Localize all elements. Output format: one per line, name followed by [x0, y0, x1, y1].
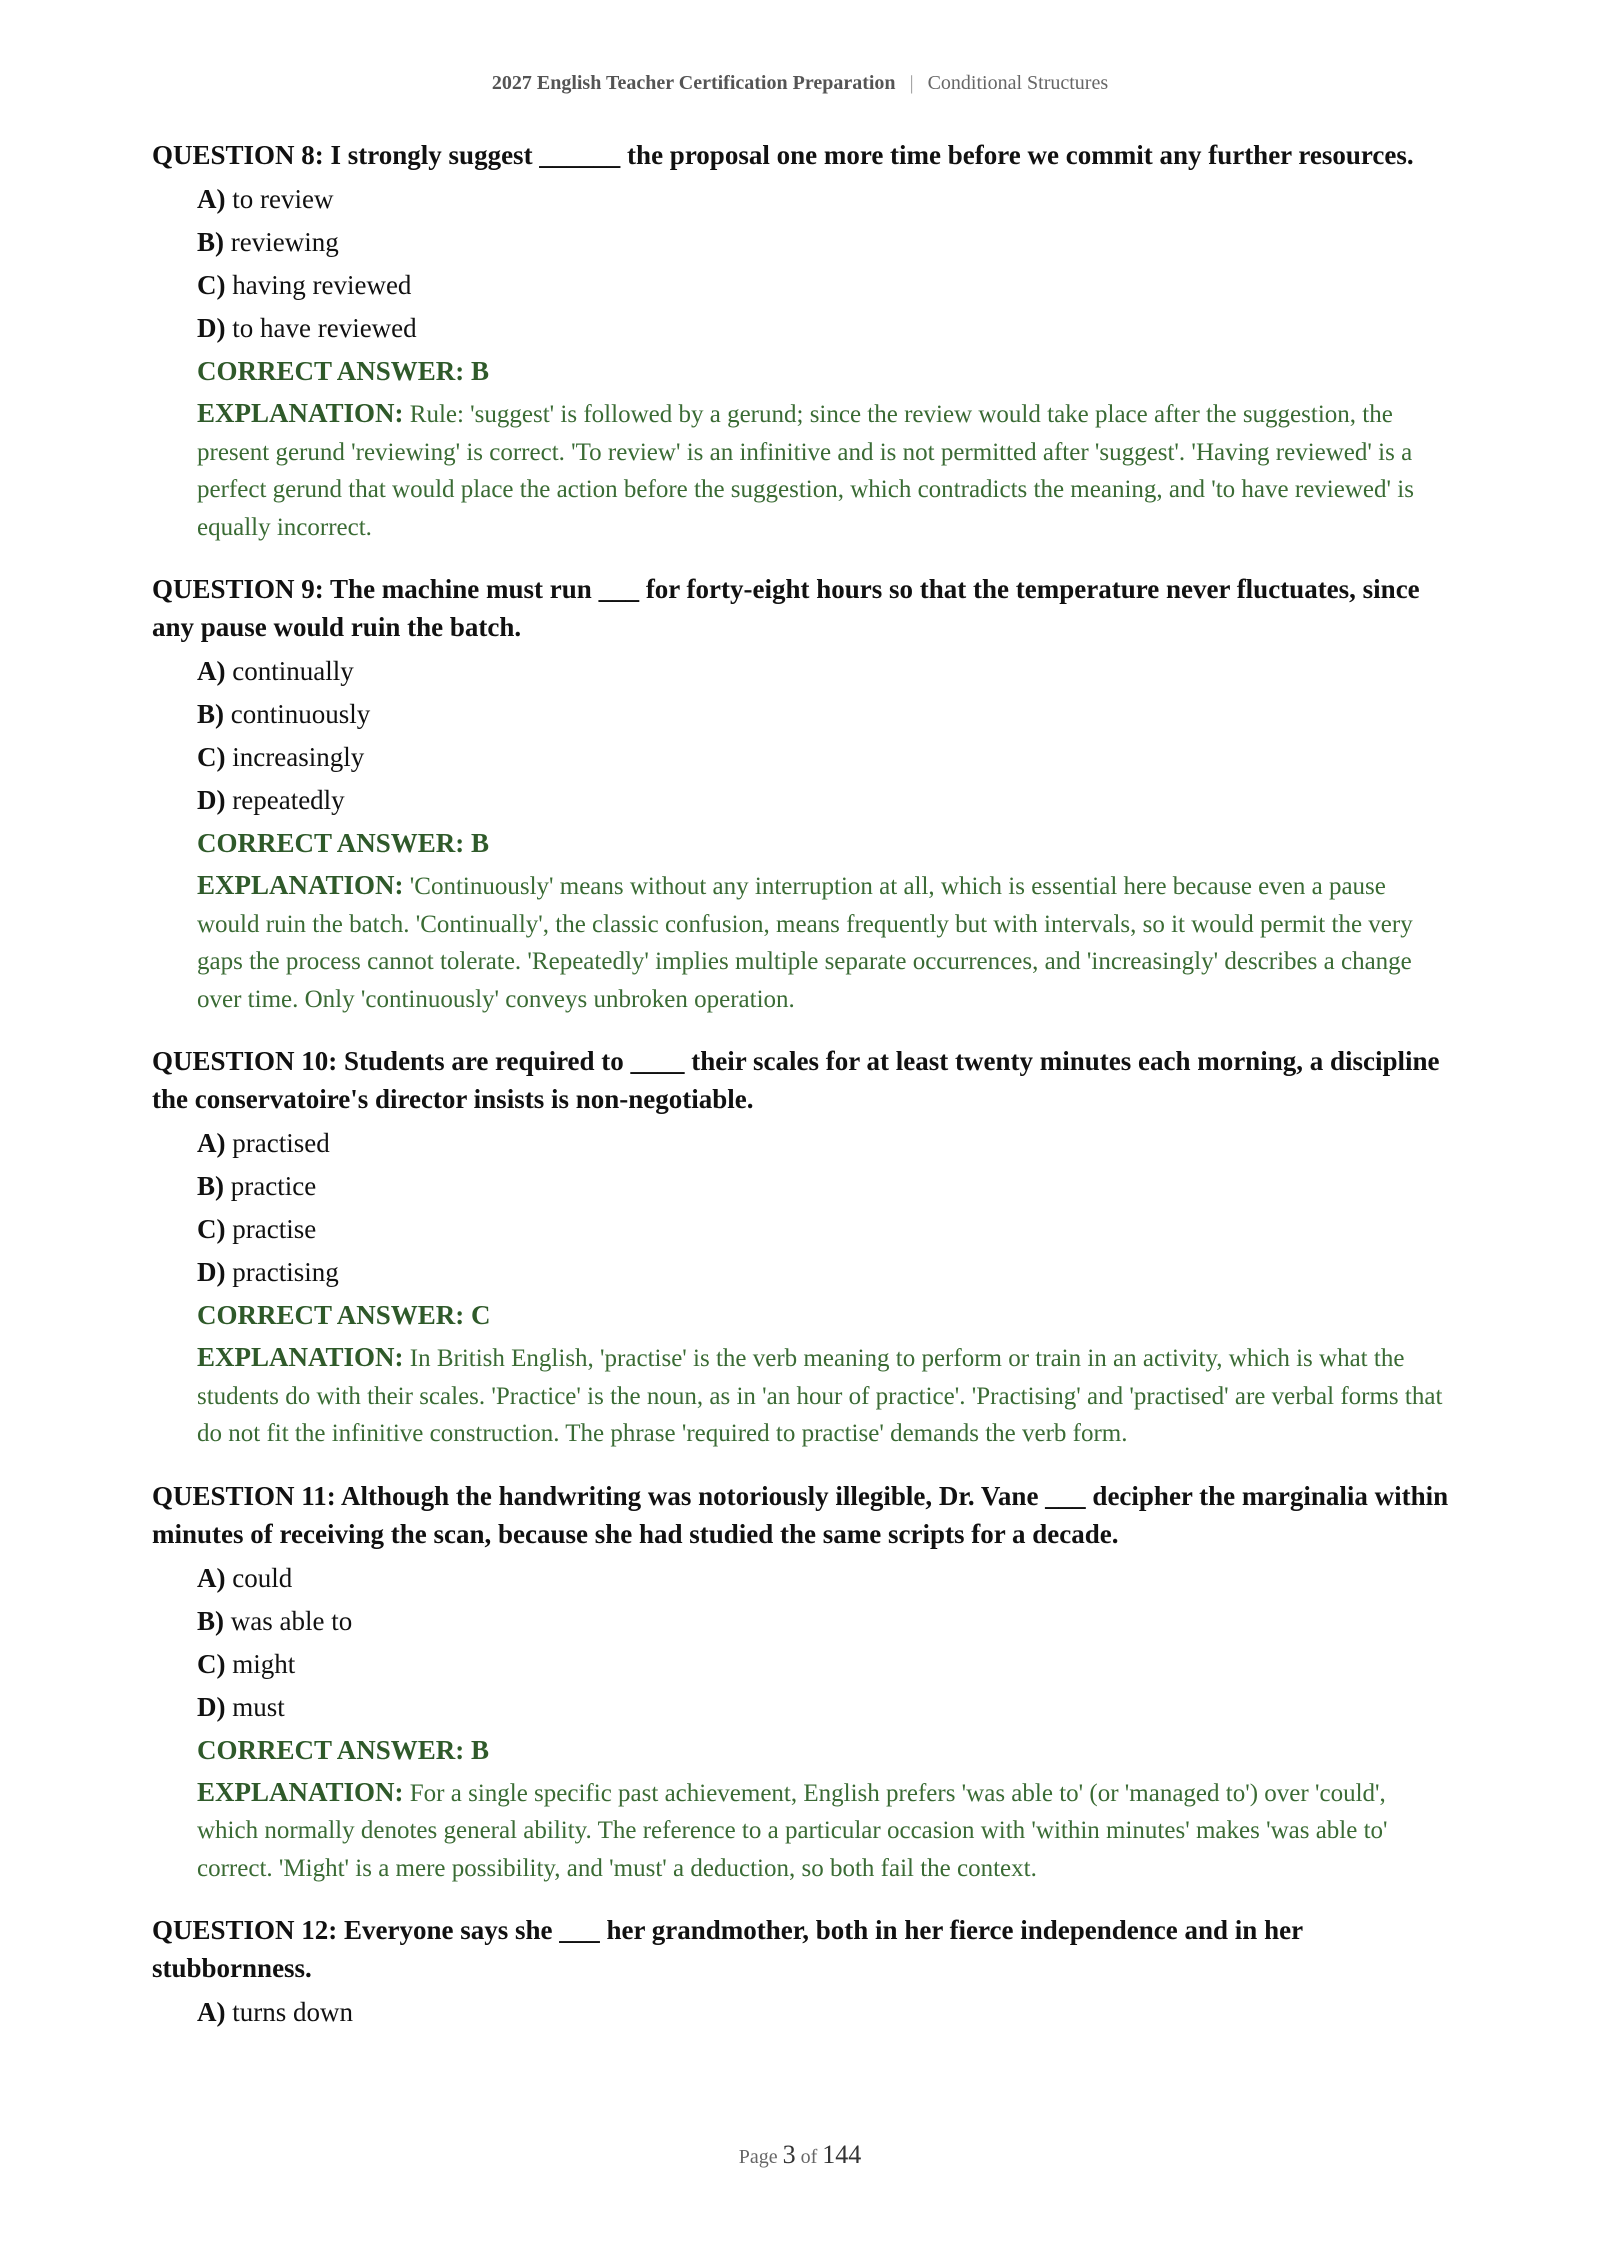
option-letter: C) — [197, 1214, 226, 1244]
question-stem: QUESTION 9: The machine must run ___ for forty-eight hours so that the temperature never fluctuates, since any pause would ruin the batch. — [152, 574, 1420, 642]
option-a — [197, 1993, 1452, 2031]
answer-options — [197, 1559, 1452, 1726]
option-a — [197, 180, 1452, 218]
page-header — [0, 72, 1600, 95]
question-8 — [152, 136, 1452, 546]
question-stem: QUESTION 10: Students are required to ____ their scales for at least twenty minutes each morning, a discipline the conservatoire's director insists is non-negotiable. — [152, 1046, 1440, 1114]
explanation-label: EXPLANATION: — [197, 1342, 404, 1372]
question-11 — [152, 1477, 1452, 1888]
explanation-text: 'Continuously' means without any interruption at all, which is essential here because even a pause would ruin the batch. 'Continually', the classic confusion, means frequently but with intervals, so it would permit the very gaps the process cannot tolerate. 'Repeatedly' implies multiple separate occurrences, and 'increasingly' describes a change over time. Only 'continuously' conveys unbroken operation. — [197, 873, 1413, 1013]
explanation — [197, 1339, 1452, 1453]
explanation-text: Rule: 'suggest' is followed by a gerund; since the review would take place after the suggestion, the present gerund 'reviewing' is correct. 'To review' is an infinitive and is not permitted after 'suggest'. 'Having reviewed' is a perfect gerund that would place the action before the suggestion, which contradicts the meaning, and 'to have reviewed' is equally incorrect. — [197, 401, 1414, 541]
explanation-label: EXPLANATION: — [197, 398, 404, 428]
option-letter: A) — [197, 656, 226, 686]
option-text: practice — [230, 1171, 317, 1201]
option-b — [197, 1167, 1452, 1205]
option-text: could — [232, 1562, 293, 1593]
correct-answer: CORRECT ANSWER: C — [197, 1300, 491, 1330]
option-letter: B) — [197, 1171, 224, 1201]
option-text: might — [232, 1648, 296, 1679]
option-text: continually — [232, 656, 354, 686]
explanation-label: EXPLANATION: — [197, 1776, 404, 1807]
option-c — [197, 266, 1452, 304]
option-text: was able to — [230, 1605, 353, 1636]
explanation — [197, 395, 1452, 546]
option-text: to have reviewed — [232, 313, 417, 343]
correct-answer: CORRECT ANSWER: B — [197, 1734, 490, 1765]
option-d — [197, 1688, 1452, 1726]
question-10 — [152, 1042, 1452, 1453]
option-letter: A) — [197, 1562, 226, 1593]
option-letter: A) — [197, 1997, 226, 2027]
explanation-text: For a single specific past achievement, English prefers 'was able to' (or 'managed to') over 'could', which normally denotes general ability. The reference to a particular occasion with 'within minutes' makes 'was able to' correct. 'Might' is a mere possibility, and 'must' a deduction, so both fail the context. — [197, 1779, 1388, 1882]
option-text: increasingly — [232, 742, 365, 772]
header-separator: | — [909, 72, 914, 94]
option-text: practising — [232, 1257, 339, 1287]
option-text: reviewing — [230, 227, 339, 257]
option-letter: B) — [197, 227, 224, 257]
question-9 — [152, 570, 1452, 1018]
correct-answer: CORRECT ANSWER: B — [197, 356, 490, 386]
option-d — [197, 781, 1452, 819]
option-letter: D) — [197, 1691, 226, 1722]
option-letter: A) — [197, 1128, 226, 1158]
explanation — [197, 1774, 1452, 1888]
section-title: Conditional Structures — [927, 72, 1109, 94]
question-12 — [152, 1911, 1452, 2031]
option-letter: B) — [197, 699, 224, 729]
option-letter: B) — [197, 1605, 224, 1636]
question-stem: QUESTION 12: Everyone says she ___ her grandmother, both in her fierce independence and in her stubbornness. — [152, 1915, 1303, 1983]
option-text: practise — [232, 1214, 317, 1244]
option-text: turns down — [232, 1997, 353, 2027]
option-letter: C) — [197, 1648, 226, 1679]
total-pages: 144 — [822, 2140, 862, 2169]
option-letter: D) — [197, 313, 226, 343]
document-title: 2027 English Teacher Certification Preparation — [491, 72, 896, 94]
option-d — [197, 309, 1452, 347]
answer-options — [197, 180, 1452, 347]
option-c — [197, 1210, 1452, 1248]
option-text: repeatedly — [232, 785, 345, 815]
explanation-label: EXPLANATION: — [197, 870, 404, 900]
option-letter: C) — [197, 270, 226, 300]
option-letter: D) — [197, 785, 226, 815]
answer-options — [197, 1993, 1452, 2031]
option-a — [197, 652, 1452, 690]
option-b — [197, 223, 1452, 261]
option-text: practised — [232, 1128, 330, 1158]
answer-options — [197, 1124, 1452, 1291]
page-word: Page — [738, 2146, 778, 2168]
answer-options — [197, 652, 1452, 819]
option-letter: D) — [197, 1257, 226, 1287]
question-stem: QUESTION 8: I strongly suggest ______ the proposal one more time before we commit any further resources. — [152, 140, 1414, 170]
explanation — [197, 867, 1452, 1018]
option-d — [197, 1253, 1452, 1291]
page-number: 3 — [782, 2140, 796, 2169]
option-letter: C) — [197, 742, 226, 772]
option-c — [197, 1645, 1452, 1683]
option-a — [197, 1559, 1452, 1597]
of-word: of — [800, 2146, 818, 2168]
page-footer — [0, 2140, 1600, 2170]
correct-answer: CORRECT ANSWER: B — [197, 828, 490, 858]
option-b — [197, 1602, 1452, 1640]
option-text: having reviewed — [232, 270, 412, 300]
question-stem: QUESTION 11: Although the handwriting was notoriously illegible, Dr. Vane ___ decipher the marginalia within minutes of receiving the scan, because she had studied the same scripts for a decade. — [152, 1480, 1449, 1549]
option-b — [197, 695, 1452, 733]
option-a — [197, 1124, 1452, 1162]
option-letter: A) — [197, 184, 226, 214]
explanation-text: In British English, 'practise' is the verb meaning to perform or train in an activity, which is what the students do with their scales. 'Practice' is the noun, as in 'an hour of practice'. 'Practising' and 'practised' are verbal forms that do not fit the infinitive construction. The phrase 'required to practise' demands the verb form. — [197, 1345, 1443, 1447]
option-text: continuously — [230, 699, 371, 729]
option-c — [197, 738, 1452, 776]
question-list — [152, 136, 1452, 2055]
option-text: must — [232, 1691, 285, 1722]
option-text: to review — [232, 184, 334, 214]
